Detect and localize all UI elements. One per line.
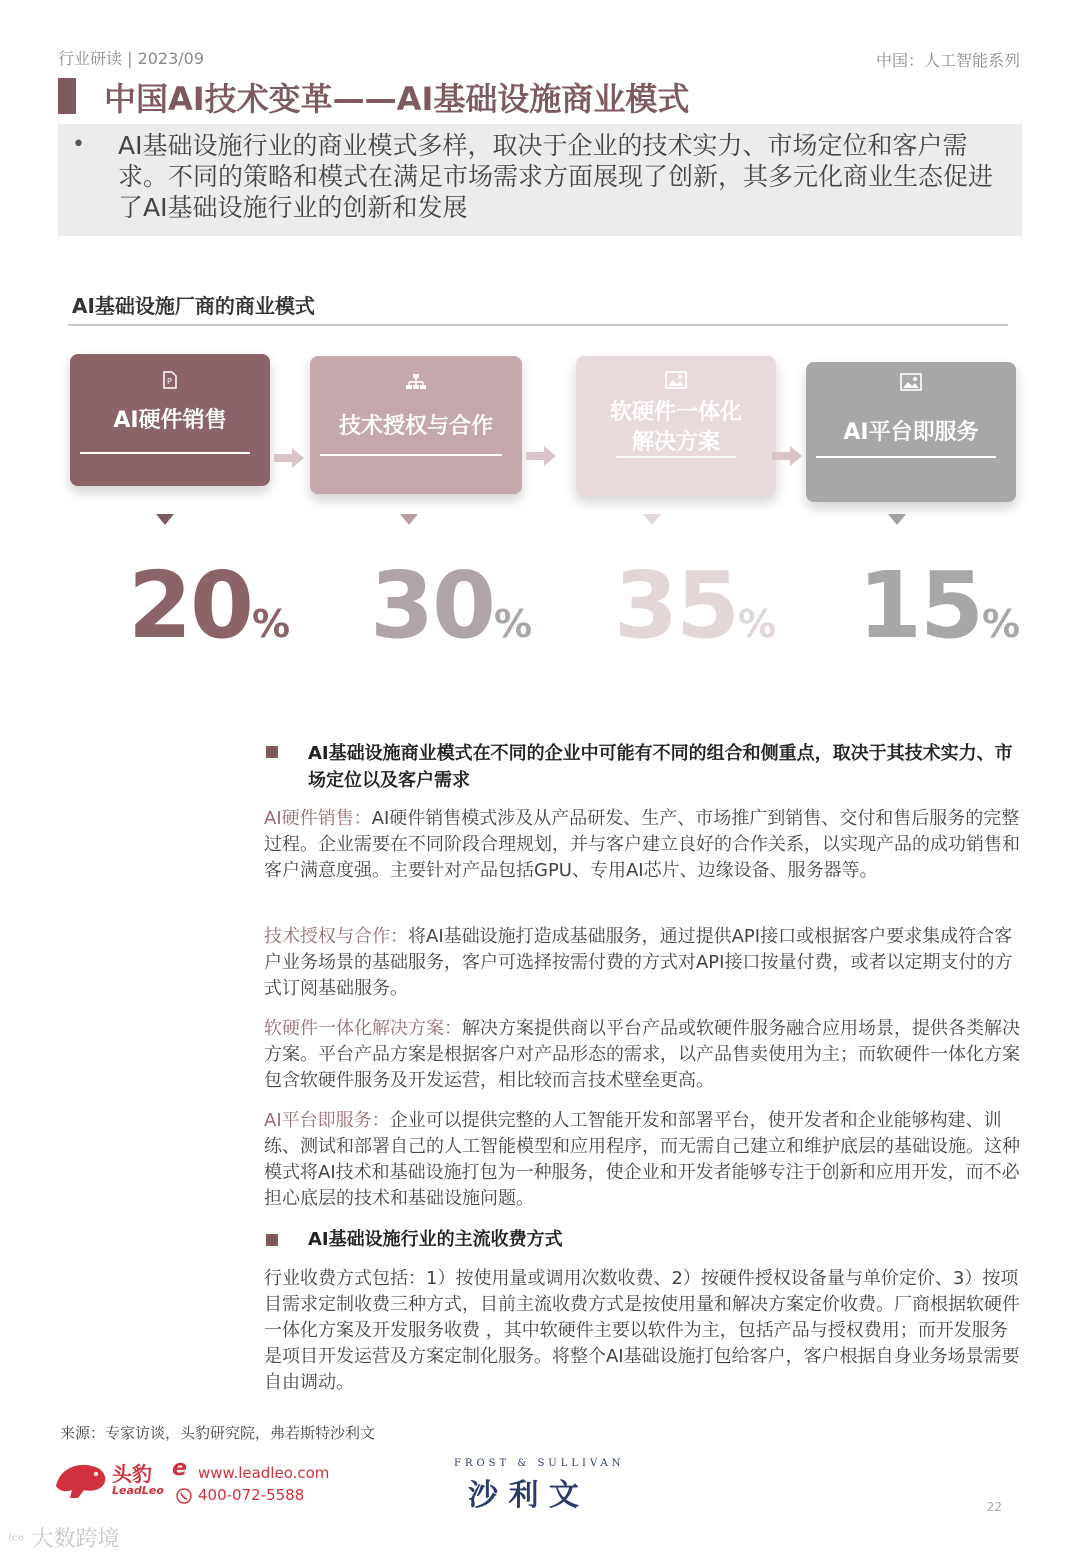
frost-sullivan-logo-en: FROST & SULLIVAN	[454, 1458, 625, 1469]
image-icon	[665, 370, 687, 390]
arrow-right-icon	[526, 444, 558, 468]
percent-sign: %	[494, 602, 533, 646]
svg-text:P: P	[167, 377, 172, 386]
source-note: 来源：专家访谈，头豹研究院，弗若斯特沙利文	[60, 1424, 376, 1442]
percent-licensing	[370, 552, 533, 670]
phone-icon	[176, 1488, 192, 1508]
percent-sign: %	[738, 602, 777, 646]
model-card-platform-service	[806, 362, 1016, 502]
paragraph-text: AI硬件销售模式涉及从产品研发、生产、市场推广到销售、交付和售后服务的完整过程。企业需要在不同阶段合理规划，并与客户建立良好的合作关系，以实现产品的成功销售和客户满意度强。主要针对产品包括GPU、专用AI芯片、边缘设备、服务器等。	[264, 808, 1020, 881]
model-label: AI硬件销售	[113, 408, 227, 433]
website-link[interactable]: www.leadleo.com	[198, 1464, 330, 1482]
card-underline	[816, 456, 996, 458]
model-label-line1: 软硬件一体化	[609, 400, 742, 425]
watermark-text: 大数跨境	[31, 1527, 120, 1552]
card-underline	[320, 454, 502, 456]
card-underline	[80, 452, 250, 454]
section-title: AI基础设施厂商的商业模式	[72, 294, 315, 318]
bullet-square	[266, 746, 278, 758]
paragraph-keyword: AI硬件销售：	[264, 808, 372, 829]
paragraph-text: 将AI基础设施打造成基础服务，通过提供API接口或根据客户要求集成符合客户业务场景的基础服务，客户可选择按需付费的方式对API接口按量付费，或者以定期支付的方式订阅基础服务。	[264, 926, 1013, 999]
paragraph-text: 企业可以提供完整的人工智能开发和部署平台，使开发者和企业能够构建、训练、测试和部署自己的人工智能模型和应用程序，而无需自己建立和维护底层的基础设施。这种模式将AI技术和基础设施打包为一种服务，使企业和开发者能够专注于创新和应用开发，而不必担心底层的技术和基础设施问题。	[264, 1110, 1020, 1209]
paragraph-hardware	[264, 806, 1024, 884]
percent-integrated-solution	[614, 552, 777, 670]
percent-sign: %	[252, 602, 291, 646]
percent-value: 35	[614, 552, 739, 659]
paragraph-keyword: AI平台即服务：	[264, 1110, 390, 1131]
model-label: AI平台即服务	[843, 420, 979, 445]
bullet-heading: AI基础设施行业的主流收费方式	[308, 1229, 563, 1250]
bullet-heading: AI基础设施商业模式在不同的企业中可能有不同的组合和侧重点，取决于其技术实力、市场定位以及客户需求	[308, 743, 1013, 791]
image-icon	[900, 372, 922, 392]
percent-hardware	[128, 552, 291, 670]
down-triangle-icon	[400, 514, 418, 525]
report-series: 中国：人工智能系列	[875, 51, 1020, 70]
paragraph-platform-service	[264, 1108, 1024, 1212]
percent-value: 20	[128, 552, 253, 659]
model-label: 技术授权与合作	[338, 414, 493, 439]
paragraph-keyword: 软硬件一体化解决方案：	[264, 1018, 462, 1039]
leadleo-logo	[52, 1456, 192, 1502]
down-triangle-icon	[643, 514, 661, 525]
bullet-square	[266, 1234, 278, 1246]
arrow-right-icon	[274, 446, 306, 470]
frost-sullivan-logo-cn: 沙 利 文	[468, 1478, 579, 1513]
watermark	[8, 1522, 119, 1553]
percent-platform-service	[858, 552, 1021, 670]
brand-en: LeadLeo	[112, 1484, 164, 1497]
model-label-line2: 解决方案	[631, 430, 720, 455]
leopard-icon	[52, 1456, 110, 1500]
section-divider	[68, 324, 1008, 326]
paragraph-licensing	[264, 924, 1024, 1002]
paragraph-keyword: 技术授权与合作：	[264, 926, 408, 947]
page-title: 中国AI技术变革——AI基础设施商业模式	[104, 80, 690, 118]
intro-text: AI基础设施行业的商业模式多样，取决于企业的技术实力、市场定位和客户需求。不同的策略和模式在满足市场需求方面展现了创新，其多元化商业生态促进了AI基础设施行业的创新和发展	[118, 131, 994, 222]
card-underline	[616, 456, 736, 458]
hierarchy-icon	[405, 372, 427, 392]
percent-value: 30	[370, 552, 495, 659]
paragraph-integrated-solution	[264, 1016, 1024, 1094]
percent-sign: %	[982, 602, 1021, 646]
model-card-hardware	[70, 354, 270, 486]
down-triangle-icon	[888, 514, 906, 525]
intro-bullet: •	[72, 132, 85, 157]
percent-value: 15	[858, 552, 983, 659]
model-card-licensing	[310, 356, 522, 494]
paragraph-text: 解决方案提供商以平台产品或软硬件服务融合应用场景，提供各类解决方案。平台产品方案是根据客户对产品形态的需求，以产品售卖使用为主；而软硬件一体化方案包含软硬件服务及开发运营，相比较而言技术壁垒更高。	[264, 1018, 1020, 1091]
phone-number: 400-072-5588	[198, 1486, 305, 1504]
model-card-integrated-solution	[576, 356, 776, 496]
brand-cn: 头豹	[112, 1462, 152, 1486]
watermark-logo-icon: ⁽ᶜᵒ	[8, 1531, 25, 1550]
e-icon: e	[172, 1456, 187, 1481]
report-category: 行业研读 | 2023/09	[58, 49, 205, 68]
document-icon	[159, 370, 181, 390]
arrow-right-icon	[772, 444, 804, 468]
title-accent-bar	[58, 78, 76, 114]
page-number: 22	[986, 1500, 1002, 1514]
fee-paragraph: 行业收费方式包括：1）按使用量或调用次数收费、2）按硬件授权设备量与单价定价、3）按项目需求定制收费三种方式，目前主流收费方式是按使用量和解决方案定价收费。厂商根据软硬件一体化方案及开发服务收费 ，其中软硬件主要以软件为主，包括产品与授权费用；而开发服务是项目开发运营及方案定制化服务。将整个AI基础设施打包给客户，客户根据自身业务场景需要自由调动。	[264, 1268, 1020, 1393]
down-triangle-icon	[156, 514, 174, 525]
